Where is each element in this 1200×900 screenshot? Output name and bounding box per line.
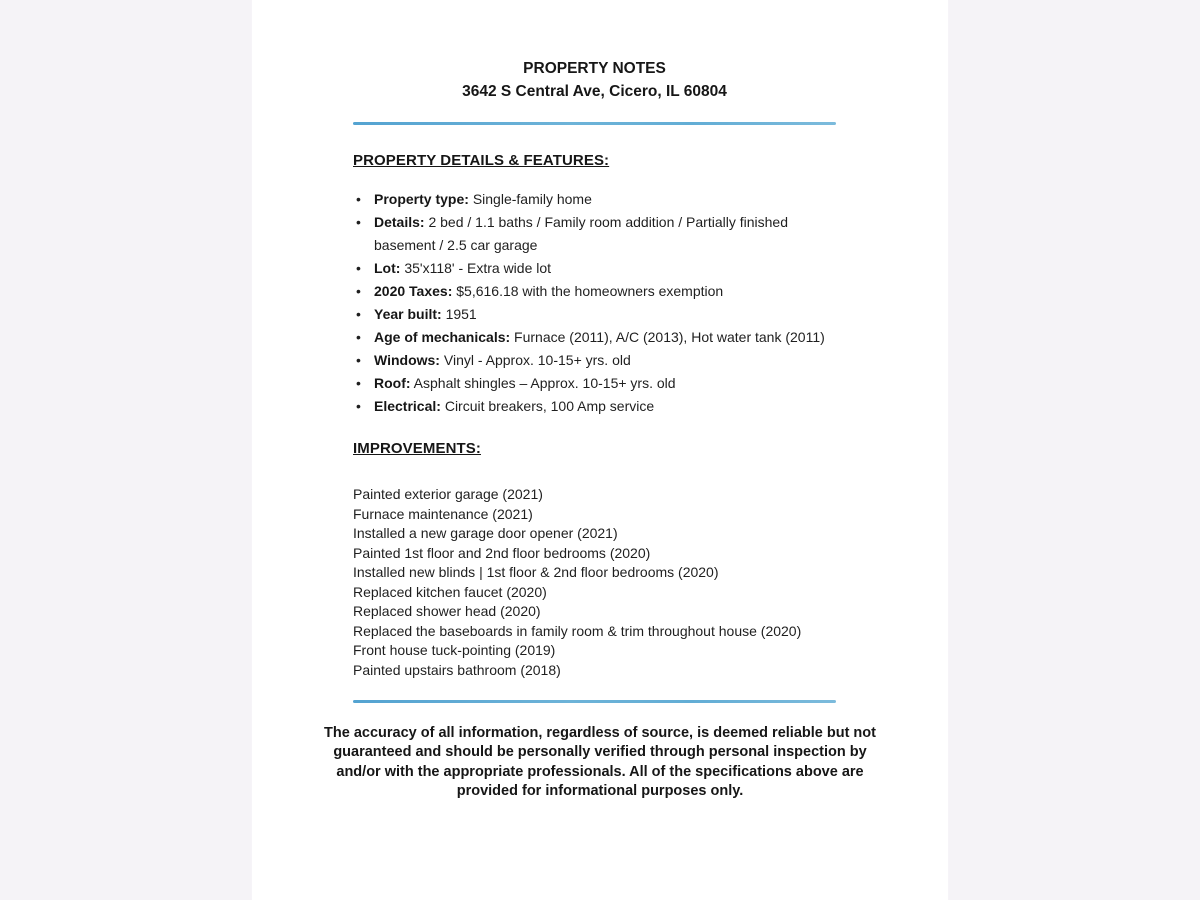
detail-text: Circuit breakers, 100 Amp service <box>444 398 655 414</box>
improvement-item: Replaced kitchen faucet (2020) <box>353 583 547 600</box>
improvement-item: Installed new blinds | 1st floor & 2nd floor bedrooms (2020) <box>353 564 719 580</box>
bottom-divider-line <box>353 700 836 703</box>
detail-text: 1951 <box>445 306 477 322</box>
improvement-item: Painted 1st floor and 2nd floor bedrooms (2020) <box>353 544 651 561</box>
detail-text: Vinyl - Approx. 10-15+ yrs. old <box>443 352 631 368</box>
title-block <box>353 57 836 103</box>
improvements-list <box>353 485 836 680</box>
detail-text: Furnace (2011), A/C (2013), Hot water tank (2011) <box>514 329 825 345</box>
detail-text: $5,616.18 with the homeowners exemption <box>456 283 724 299</box>
detail-item <box>353 280 836 303</box>
detail-item <box>353 349 836 372</box>
detail-label: Electrical: <box>374 398 441 414</box>
detail-text: Asphalt shingles – Approx. 10-15+ yrs. old <box>413 375 676 391</box>
detail-label: Details: <box>374 214 425 230</box>
detail-item <box>353 372 836 395</box>
disclaimer-line: The accuracy of all information, regardless of source, is deemed reliable but not <box>324 725 876 741</box>
detail-label: Property type: <box>374 191 469 207</box>
detail-item <box>353 257 836 280</box>
detail-label: 2020 Taxes: <box>374 283 453 299</box>
detail-text: 35'x118' - Extra wide lot <box>404 260 552 276</box>
detail-item <box>353 326 836 349</box>
detail-item <box>353 303 836 326</box>
disclaimer <box>252 724 948 801</box>
detail-label: Age of mechanicals: <box>374 329 511 345</box>
section-heading-details: PROPERTY DETAILS & FEATURES: <box>353 152 610 169</box>
detail-label: Windows: <box>374 352 440 368</box>
improvement-item: Painted upstairs bathroom (2018) <box>353 661 561 678</box>
document-title: PROPERTY NOTES <box>523 60 666 77</box>
improvement-item: Painted exterior garage (2021) <box>353 486 543 502</box>
improvement-item: Furnace maintenance (2021) <box>353 505 533 522</box>
detail-label: Lot: <box>374 260 401 276</box>
details-list <box>353 188 836 418</box>
improvement-item: Installed a new garage door opener (2021) <box>353 525 618 541</box>
detail-item <box>353 211 836 257</box>
detail-label: Roof: <box>374 375 411 391</box>
detail-label: Year built: <box>374 306 442 322</box>
section-heading-improvements: IMPROVEMENTS: <box>353 440 481 457</box>
improvement-item: Replaced shower head (2020) <box>353 603 541 619</box>
improvement-item: Replaced the baseboards in family room & trim throughout house (2020) <box>353 622 802 639</box>
improvement-item: Front house tuck-pointing (2019) <box>353 642 556 658</box>
document-address: 3642 S Central Ave, Cicero, IL 60804 <box>462 83 727 100</box>
disclaimer-line: guaranteed and should be personally verified through personal inspection by <box>333 744 867 761</box>
disclaimer-line: and/or with the appropriate professionals. All of the specifications above are <box>336 763 864 780</box>
document-content <box>252 0 948 703</box>
document-page <box>252 0 948 900</box>
detail-item <box>353 395 836 418</box>
detail-text: Single-family home <box>472 191 592 207</box>
top-divider-line <box>353 122 836 125</box>
detail-text: 2 bed / 1.1 baths / Family room addition / Partially finished basement / 2.5 car garage <box>374 214 788 253</box>
detail-item <box>353 188 836 211</box>
disclaimer-line: provided for informational purposes only. <box>456 782 744 799</box>
